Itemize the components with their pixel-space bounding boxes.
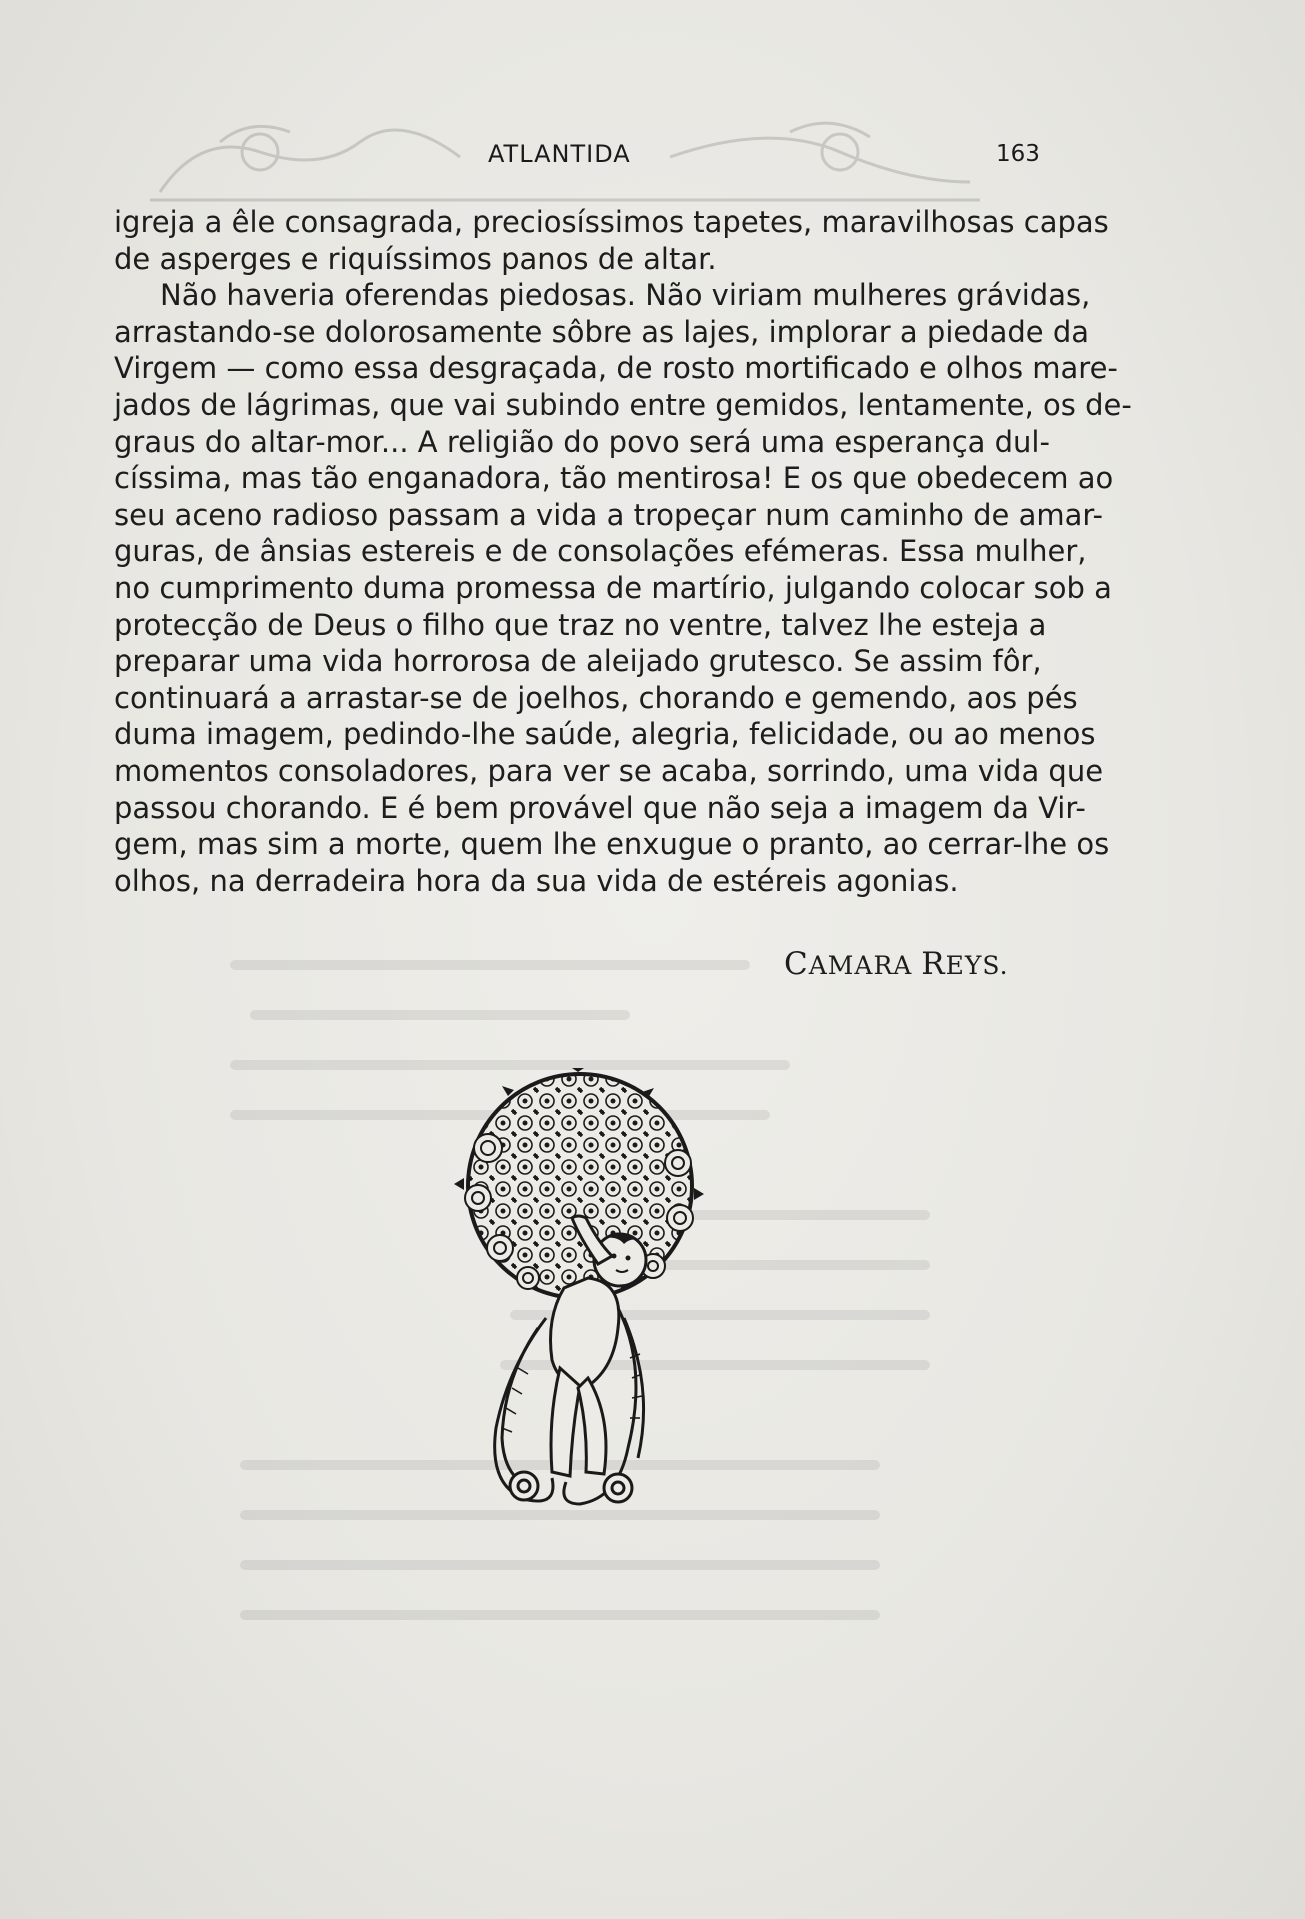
- running-head: ATLANTIDA: [488, 140, 631, 168]
- text-line: passou chorando. E é bem provável que não seja a imagem da Vir-: [114, 790, 1086, 825]
- text-line: graus do altar-mor... A religião do povo será uma esperança dul-: [114, 424, 1050, 459]
- text-line: olhos, na derradeira hora da sua vida de estéreis agonias.: [114, 863, 959, 898]
- body-text: [114, 204, 1132, 899]
- text-line: momentos consoladores, para ver se acaba, sorrindo, uma vida que: [114, 753, 1104, 788]
- page-number: 163: [996, 141, 1040, 167]
- text-line: guras, de ânsias estereis e de consolações efémeras. Essa mulher,: [114, 534, 1087, 569]
- text-line: seu aceno radioso passam a vida a tropeçar num caminho de amar-: [114, 497, 1103, 532]
- text-line: protecção de Deus o filho que traz no ventre, talvez lhe esteja a: [114, 607, 1047, 642]
- text-line: jados de lágrimas, que vai subindo entre gemidos, lentamente, os de-: [114, 387, 1132, 422]
- text-line: císsima, mas tão enganadora, tão mentirosa! E os que obedecem ao: [114, 461, 1114, 496]
- text-line: Não haveria oferendas piedosas. Não viriam mulheres grávidas,: [160, 278, 1091, 313]
- text-line: duma imagem, pedindo-lhe saúde, alegria, felicidade, ou ao menos: [114, 717, 1096, 752]
- cherub-carrying-flower-wreath-icon: [448, 1068, 708, 1520]
- author-signature: CAMARA REYS.: [784, 946, 1009, 982]
- text-line: continuará a arrastar-se de joelhos, chorando e gemendo, aos pés: [114, 680, 1078, 715]
- text-line: Virgem — como essa desgraçada, de rosto mortificado e olhos mare-: [114, 351, 1118, 386]
- text-line: preparar uma vida horrorosa de aleijado grutesco. Se assim fôr,: [114, 644, 1042, 679]
- text-line: gem, mas sim a morte, quem lhe enxugue o pranto, ao cerrar-lhe os: [114, 827, 1110, 862]
- text-line: igreja a êle consagrada, preciosíssimos tapetes, maravilhosas capas: [114, 205, 1109, 239]
- text-line: arrastando-se dolorosamente sôbre as lajes, implorar a piedade da: [114, 314, 1090, 349]
- text-line: no cumprimento duma promessa de martírio, julgando colocar sob a: [114, 570, 1112, 605]
- text-line: de asperges e riquíssimos panos de altar.: [114, 241, 717, 276]
